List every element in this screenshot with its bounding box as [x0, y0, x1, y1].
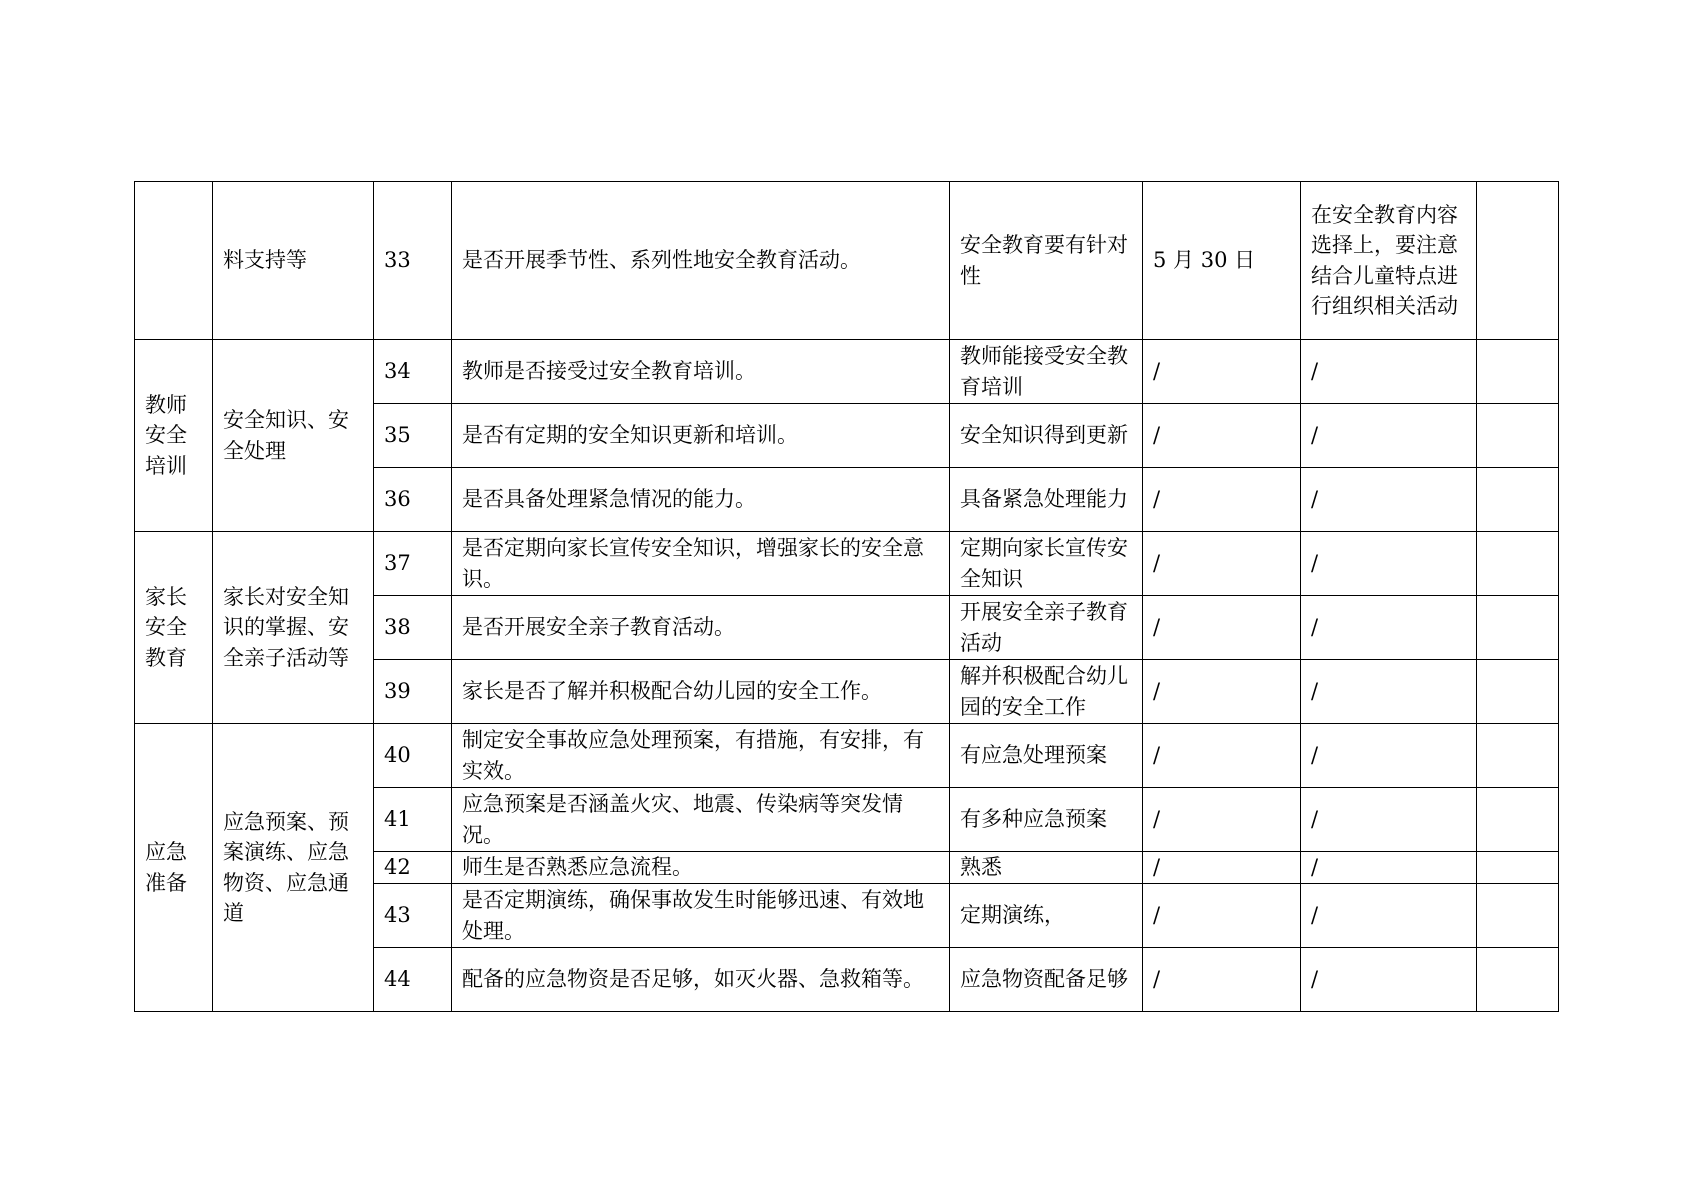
item-number: 40: [374, 724, 452, 788]
item-number: 38: [374, 596, 452, 660]
remark-cell: [1477, 948, 1559, 1012]
item-number: 44: [374, 948, 452, 1012]
item-number: 42: [374, 852, 452, 884]
item-date: 5 月 30 日: [1143, 182, 1301, 340]
item-content: 制定安全事故应急处理预案，有措施，有安排，有实效。: [452, 724, 950, 788]
item-number: 34: [374, 340, 452, 404]
item-standard: 有应急处理预案: [950, 724, 1143, 788]
item-standard: 应急物资配备足够: [950, 948, 1143, 1012]
category-cell: [135, 182, 213, 340]
item-standard: 具备紧急处理能力: [950, 468, 1143, 532]
item-note: /: [1301, 596, 1477, 660]
subcategory-cell: 应急预案、预案演练、应急物资、应急通道: [213, 724, 374, 1012]
item-number: 33: [374, 182, 452, 340]
item-number: 39: [374, 660, 452, 724]
item-standard: 开展安全亲子教育活动: [950, 596, 1143, 660]
remark-cell: [1477, 404, 1559, 468]
item-number: 35: [374, 404, 452, 468]
remark-cell: [1477, 852, 1559, 884]
item-date: /: [1143, 948, 1301, 1012]
item-standard: 熟悉: [950, 852, 1143, 884]
item-content: 是否开展季节性、系列性地安全教育活动。: [452, 182, 950, 340]
item-note: /: [1301, 852, 1477, 884]
remark-cell: [1477, 724, 1559, 788]
item-number: 41: [374, 788, 452, 852]
item-content: 是否定期向家长宣传安全知识，增强家长的安全意识。: [452, 532, 950, 596]
remark-cell: [1477, 660, 1559, 724]
item-date: /: [1143, 660, 1301, 724]
item-note: /: [1301, 724, 1477, 788]
item-content: 家长是否了解并积极配合幼儿园的安全工作。: [452, 660, 950, 724]
remark-cell: [1477, 596, 1559, 660]
item-note: /: [1301, 788, 1477, 852]
item-note: /: [1301, 948, 1477, 1012]
table-row: [135, 182, 1559, 340]
item-note: /: [1301, 340, 1477, 404]
item-date: /: [1143, 596, 1301, 660]
item-number: 43: [374, 884, 452, 948]
item-date: /: [1143, 340, 1301, 404]
item-content: 是否具备处理紧急情况的能力。: [452, 468, 950, 532]
table-row: [135, 724, 1559, 788]
item-date: /: [1143, 724, 1301, 788]
remark-cell: [1477, 468, 1559, 532]
category-cell: 家长安全教育: [135, 532, 213, 724]
item-note: /: [1301, 532, 1477, 596]
item-note: /: [1301, 468, 1477, 532]
subcategory-cell: 安全知识、安全处理: [213, 340, 374, 532]
item-date: /: [1143, 884, 1301, 948]
item-note: /: [1301, 404, 1477, 468]
item-content: 教师是否接受过安全教育培训。: [452, 340, 950, 404]
item-content: 是否开展安全亲子教育活动。: [452, 596, 950, 660]
subcategory-cell: 家长对安全知识的掌握、安全亲子活动等: [213, 532, 374, 724]
item-date: /: [1143, 404, 1301, 468]
subcategory-cell: 料支持等: [213, 182, 374, 340]
item-note: /: [1301, 660, 1477, 724]
safety-inspection-table: [134, 181, 1559, 1012]
item-date: /: [1143, 852, 1301, 884]
item-content: 是否定期演练，确保事故发生时能够迅速、有效地处理。: [452, 884, 950, 948]
item-standard: 教师能接受安全教育培训: [950, 340, 1143, 404]
remark-cell: [1477, 788, 1559, 852]
item-note: 在安全教育内容选择上，要注意结合儿童特点进行组织相关活动: [1301, 182, 1477, 340]
item-content: 是否有定期的安全知识更新和培训。: [452, 404, 950, 468]
item-standard: 定期向家长宣传安全知识: [950, 532, 1143, 596]
item-standard: 安全教育要有针对性: [950, 182, 1143, 340]
item-standard: 解并积极配合幼儿园的安全工作: [950, 660, 1143, 724]
item-date: /: [1143, 788, 1301, 852]
remark-cell: [1477, 340, 1559, 404]
item-content: 师生是否熟悉应急流程。: [452, 852, 950, 884]
remark-cell: [1477, 532, 1559, 596]
item-content: 配备的应急物资是否足够，如灭火器、急救箱等。: [452, 948, 950, 1012]
item-date: /: [1143, 468, 1301, 532]
table-row: [135, 532, 1559, 596]
item-number: 37: [374, 532, 452, 596]
remark-cell: [1477, 182, 1559, 340]
item-date: /: [1143, 532, 1301, 596]
item-standard: 有多种应急预案: [950, 788, 1143, 852]
item-standard: 定期演练，: [950, 884, 1143, 948]
item-content: 应急预案是否涵盖火灾、地震、传染病等突发情况。: [452, 788, 950, 852]
item-note: /: [1301, 884, 1477, 948]
item-number: 36: [374, 468, 452, 532]
category-cell: 应急准备: [135, 724, 213, 1012]
table-row: [135, 340, 1559, 404]
category-cell: 教师安全培训: [135, 340, 213, 532]
item-standard: 安全知识得到更新: [950, 404, 1143, 468]
remark-cell: [1477, 884, 1559, 948]
